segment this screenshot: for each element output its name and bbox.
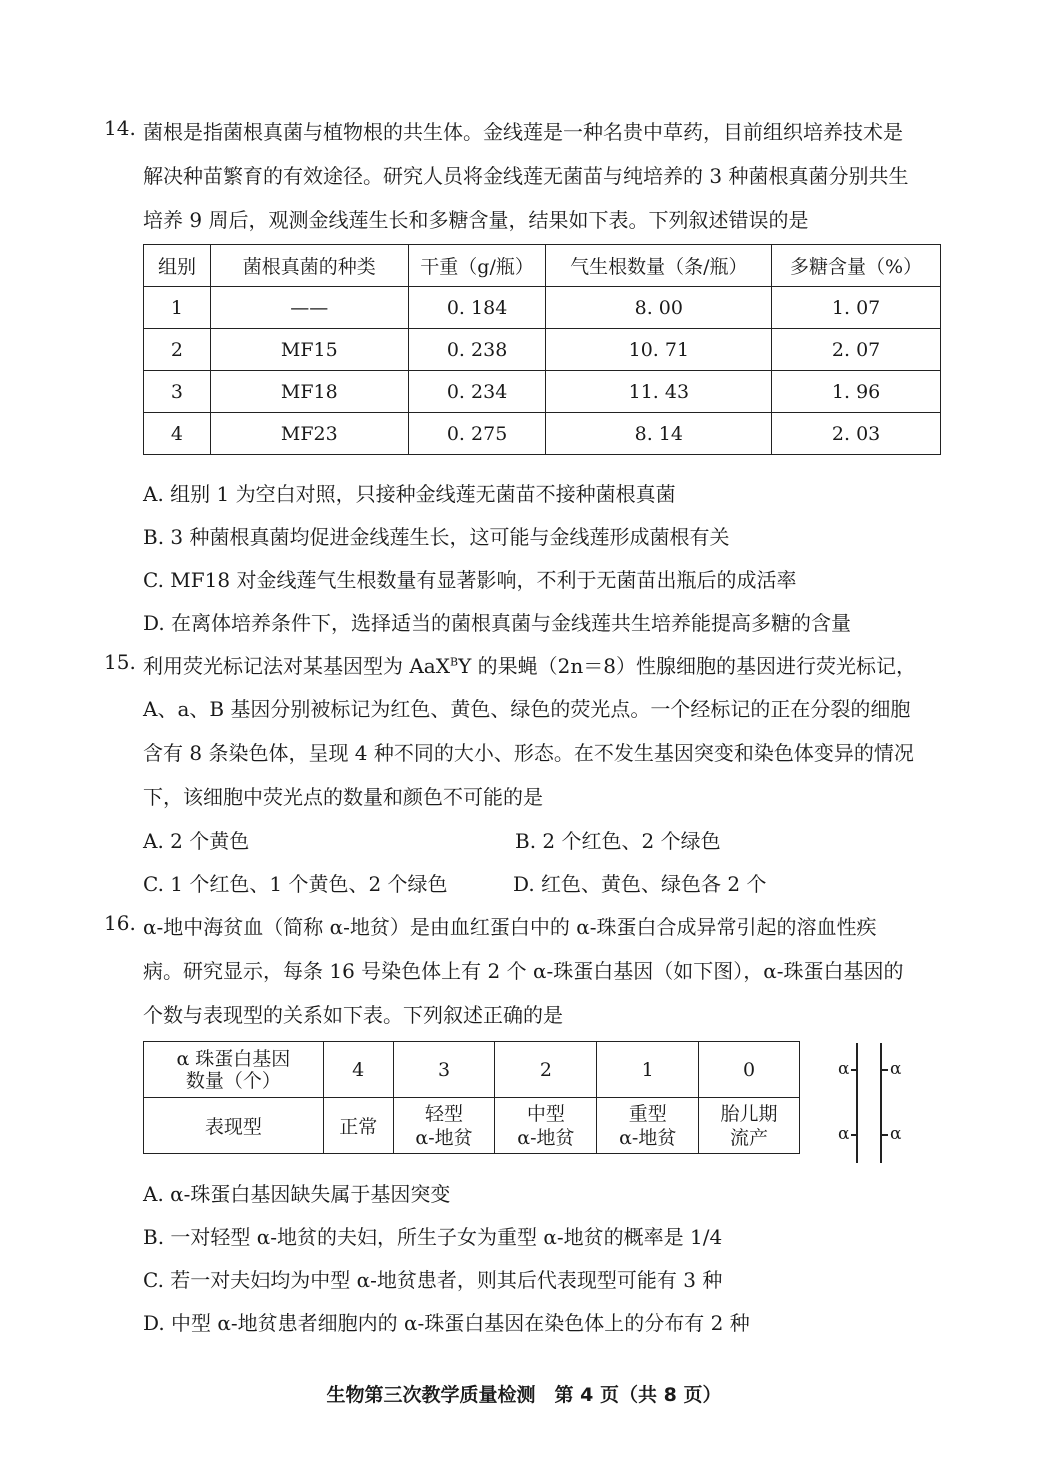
question-14-line-2: 解决种苗繁育的有效途径。研究人员将金线莲无菌苗与纯培养的 3 种菌根真菌分别共生 [143, 164, 909, 188]
table-header-row [144, 245, 941, 287]
table-cell: 0. 275 [408, 413, 546, 455]
phenotype-row [144, 1098, 800, 1154]
question-14-number: 14. [104, 116, 136, 140]
table-cell: 2. 07 [772, 329, 941, 371]
table-cell: 0. 184 [408, 287, 546, 329]
table-cell: 8. 14 [546, 413, 772, 455]
table-cell: 8. 00 [546, 287, 772, 329]
table-cell: 11. 43 [546, 371, 772, 413]
phenotype-line-1: 轻型 [425, 1102, 464, 1125]
alpha-gene-label: α [890, 1059, 902, 1079]
phenotype-line-2: 流产 [730, 1126, 769, 1149]
phenotype-line-1: 重型 [628, 1102, 667, 1125]
table-cell: 2. 03 [772, 413, 941, 455]
question-15-option-c: C. 1 个红色、1 个黄色、2 个绿色 [143, 872, 448, 896]
table-header-cell: 组别 [144, 245, 211, 287]
question-15-option-d: D. 红色、黄色、绿色各 2 个 [513, 872, 767, 896]
chromosome-right [880, 1043, 882, 1163]
table-cell: 1 [144, 287, 211, 329]
table-header-cell: 干重（g/瓶） [408, 245, 546, 287]
table-cell: 0. 234 [408, 371, 546, 413]
chromosome-left [856, 1043, 858, 1163]
gene-count-header-line-1: α 珠蛋白基因 [176, 1047, 291, 1070]
alpha-gene-label: α [838, 1059, 850, 1079]
phenotype-cell [495, 1098, 597, 1154]
question-16-option-d: D. 中型 α-地贫患者细胞内的 α-珠蛋白基因在染色体上的分布有 2 种 [143, 1311, 750, 1335]
fungi-results-table [143, 244, 941, 455]
question-14-line-1: 菌根是指菌根真菌与植物根的共生体。金线莲是一种名贵中草药，目前组织培养技术是 [143, 120, 903, 144]
question-15-line-3: 含有 8 条染色体，呈现 4 种不同的大小、形态。在不发生基因突变和染色体变异的情况 [143, 741, 914, 765]
gene-locus-marker [882, 1069, 888, 1071]
page-footer: 生物第三次教学质量检测 第 4 页（共 8 页） [326, 1384, 722, 1406]
question-16-line-2: 病。研究显示，每条 16 号染色体上有 2 个 α-珠蛋白基因（如下图），α-珠蛋白基因的 [143, 959, 904, 983]
gene-count-cell: 1 [597, 1042, 699, 1098]
question-16-option-b: B. 一对轻型 α-地贫的夫妇，所生子女为重型 α-地贫的概率是 1/4 [143, 1225, 723, 1249]
table-cell: —— [210, 287, 408, 329]
question-16-line-1: α-地中海贫血（简称 α-地贫）是由血红蛋白中的 α-珠蛋白合成异常引起的溶血性疾 [143, 915, 877, 939]
table-cell: MF15 [210, 329, 408, 371]
phenotype-cell [699, 1098, 800, 1154]
gene-count-cell: 3 [393, 1042, 495, 1098]
phenotype-cell [597, 1098, 699, 1154]
phenotype-cell: 正常 [323, 1098, 393, 1154]
question-14-option-d: D. 在离体培养条件下，选择适当的菌根真菌与金线莲共生培养能提高多糖的含量 [143, 611, 852, 635]
question-15-option-a: A. 2 个黄色 [143, 829, 250, 853]
question-15-line-4: 下，该细胞中荧光点的数量和颜色不可能的是 [143, 785, 543, 809]
table-cell: 0. 238 [408, 329, 546, 371]
question-16-option-a: A. α-珠蛋白基因缺失属于基因突变 [143, 1182, 451, 1206]
gene-count-row [144, 1042, 800, 1098]
question-14-option-a: A. 组别 1 为空白对照，只接种金线莲无菌苗不接种菌根真菌 [143, 482, 676, 506]
gene-count-header-line-2: 数量（个） [185, 1069, 281, 1092]
table-cell: 4 [144, 413, 211, 455]
table-row [144, 287, 941, 329]
table-cell: 3 [144, 371, 211, 413]
table-row [144, 413, 941, 455]
table-cell: 1. 96 [772, 371, 941, 413]
table-header-cell: 多糖含量（%） [772, 245, 941, 287]
alpha-gene-label: α [890, 1124, 902, 1144]
table-cell: 2 [144, 329, 211, 371]
phenotype-line-2: α-地贫 [517, 1126, 575, 1149]
question-14-option-c: C. MF18 对金线莲气生根数量有显著影响，不利于无菌苗出瓶后的成活率 [143, 568, 797, 592]
question-14-option-b: B. 3 种菌根真菌均促进金线莲生长，这可能与金线莲形成菌根有关 [143, 525, 730, 549]
gene-count-cell: 4 [323, 1042, 393, 1098]
table-cell: MF18 [210, 371, 408, 413]
gene-phenotype-table [143, 1041, 800, 1154]
gene-count-cell: 0 [699, 1042, 800, 1098]
table-row [144, 371, 941, 413]
gene-locus-marker [851, 1134, 857, 1136]
phenotype-line-2: α-地贫 [415, 1126, 473, 1149]
question-16-option-c: C. 若一对夫妇均为中型 α-地贫患者，则其后代表现型可能有 3 种 [143, 1268, 723, 1292]
question-16-line-3: 个数与表现型的关系如下表。下列叙述正确的是 [143, 1003, 563, 1027]
phenotype-header: 表现型 [144, 1098, 324, 1154]
question-15-line-1 [143, 650, 916, 679]
phenotype-line-1: 中型 [526, 1102, 565, 1125]
gene-count-cell: 2 [495, 1042, 597, 1098]
gene-locus-marker [851, 1069, 857, 1071]
alpha-gene-label: α [838, 1124, 850, 1144]
gene-count-header [144, 1042, 324, 1098]
table-row [144, 329, 941, 371]
gene-locus-marker [882, 1134, 888, 1136]
question-15-line-1-part-b: Y 的果蝇（2n＝8）性腺细胞的基因进行荧光标记， [458, 654, 916, 678]
question-15-number: 15. [104, 650, 136, 674]
question-14-line-3: 培养 9 周后，观测金线莲生长和多糖含量，结果如下表。下列叙述错误的是 [143, 208, 809, 232]
question-15-line-2: A、a、B 基因分别被标记为红色、黄色、绿色的荧光点。一个经标记的正在分裂的细胞 [143, 697, 911, 721]
table-cell: MF23 [210, 413, 408, 455]
table-header-cell: 菌根真菌的种类 [210, 245, 408, 287]
phenotype-line-2: α-地贫 [619, 1126, 677, 1149]
genotype-superscript: B [449, 655, 459, 669]
table-cell: 1. 07 [772, 287, 941, 329]
table-cell: 10. 71 [546, 329, 772, 371]
question-15-line-1-part-a: 利用荧光标记法对某基因型为 AaX [143, 654, 450, 678]
question-16-number: 16. [104, 911, 136, 935]
question-15-option-b: B. 2 个红色、2 个绿色 [515, 829, 721, 853]
phenotype-cell [393, 1098, 495, 1154]
phenotype-line-1: 胎儿期 [720, 1102, 778, 1125]
table-header-cell: 气生根数量（条/瓶） [546, 245, 772, 287]
